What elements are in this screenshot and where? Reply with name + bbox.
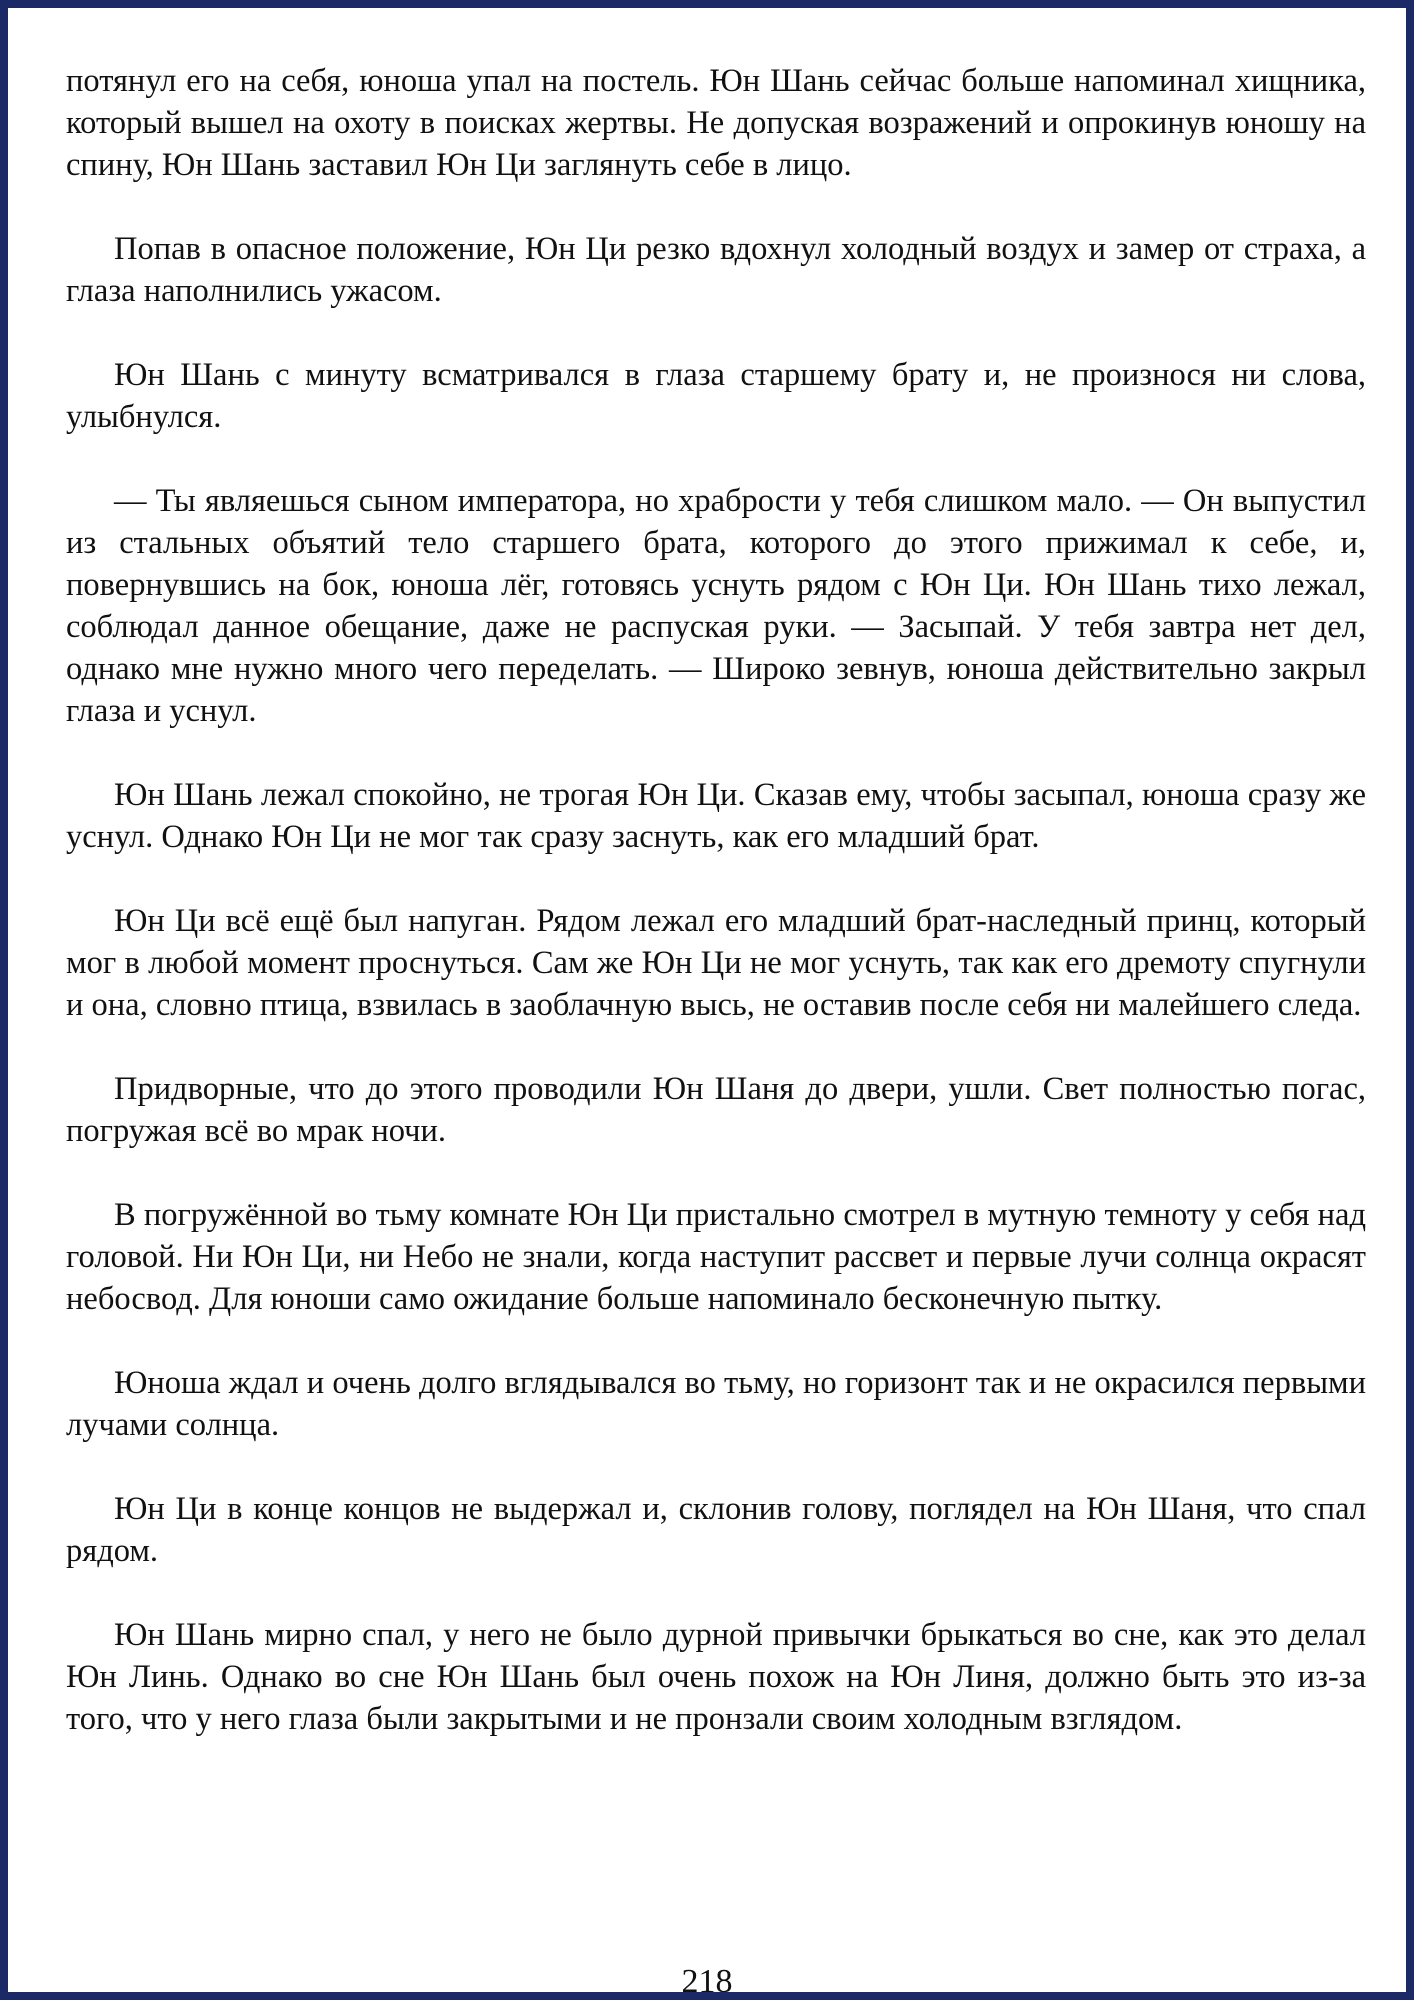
paragraph-6: Юн Ци всё ещё был напуган. Рядом лежал его младший брат-наследный принц, который мог в любой момент проснуться. Сам же Юн Ци не мог уснуть, так как его дремоту спугнули и она, словно птица, взвилась в заоблачную высь, не оставив после себя ни малейшего следа. [66, 903, 1366, 1023]
paragraph-9: Юноша ждал и очень долго вглядывался во тьму, но горизонт так и не окрасился первыми лучами солнца. [66, 1365, 1366, 1443]
paragraph-3: Юн Шань с минуту всматривался в глаза старшему брату и, не произнося ни слова, улыбнулся. [66, 357, 1366, 435]
paragraph-2: Попав в опасное положение, Юн Ци резко вдохнул холодный воздух и замер от страха, а глаза наполнились ужасом. [66, 231, 1366, 309]
paragraph-1: потянул его на себя, юноша упал на постель. Юн Шань сейчас больше напоминал хищника, который вышел на охоту в поисках жертвы. Не допуская возражений и опрокинув юношу на спину, Юн Шань заставил Юн Ци заглянуть себе в лицо. [66, 63, 1366, 183]
page-body [66, 60, 1366, 1782]
paragraph-8: В погружённой во тьму комнате Юн Ци пристально смотрел в мутную темноту у себя над головой. Ни Юн Ци, ни Небо не знали, когда наступит рассвет и первые лучи солнца окрасят небосвод. Для юноши само ожидание больше напоминало бесконечную пытку. [66, 1197, 1366, 1317]
paragraph-5: Юн Шань лежал спокойно, не трогая Юн Ци. Сказав ему, чтобы засыпал, юноша сразу же уснул. Однако Юн Ци не мог так сразу заснуть, как его младший брат. [66, 777, 1366, 855]
paragraph-11: Юн Шань мирно спал, у него не было дурной привычки брыкаться во сне, как это делал Юн Линь. Однако во сне Юн Шань был очень похож на Юн Линя, должно быть это из-за того, что у него глаза были закрытыми и не пронзали своим холодным взглядом. [66, 1617, 1366, 1737]
paragraph-7: Придворные, что до этого проводили Юн Шаня до двери, ушли. Свет полностью погас, погружая всё во мрак ночи. [66, 1071, 1366, 1149]
page-number: 218 [681, 1963, 733, 2000]
paragraph-10: Юн Ци в конце концов не выдержал и, склонив голову, поглядел на Юн Шаня, что спал рядом. [66, 1491, 1366, 1569]
paragraph-4: — Ты являешься сыном императора, но храбрости у тебя слишком мало. — Он выпустил из стальных объятий тело старшего брата, которого до этого прижимал к себе, и, повернувшись на бок, юноша лёг, готовясь уснуть рядом с Юн Ци. Юн Шань тихо лежал, соблюдал данное обещание, даже не распуская руки. — Засыпай. У тебя завтра нет дел, однако мне нужно много чего переделать. — Широко зевнув, юноша действительно закрыл глаза и уснул. [66, 483, 1366, 729]
